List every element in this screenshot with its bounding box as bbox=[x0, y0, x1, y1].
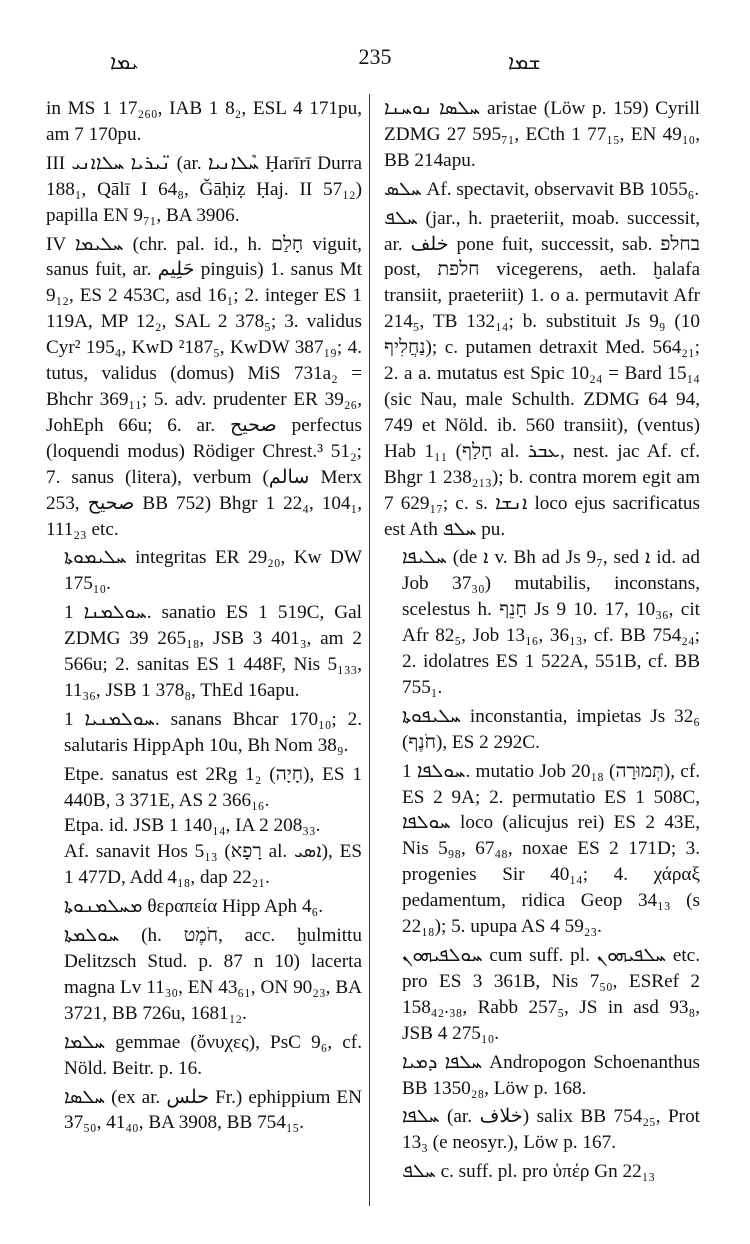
entry: ܚܘܠܦܝܗܘܢ cum suff. pl. ܚܠܦܝܗܘܢ etc. pro ES 3 361B, Nis 7₅₀, ESRef 2 158₄₂.₃₈, Rabb 257₅, JS in asd 93₈, JSB 4 275₁₀. bbox=[402, 945, 700, 1044]
entry: ܚܘܠܡܢܝܐ 1. sanans Bhcar 170₁₀; 2. salutaris HippAph 10u, Bh Nom 38₉. bbox=[64, 708, 363, 756]
entry: ܚܠܣ Af. spectavit, observavit BB 1055₆. bbox=[384, 178, 700, 200]
entry: Etpe. sanatus est 2Rg 1₂ (חָיָה), ES 1 440B, 3 371E, AS 2 366₁₆. bbox=[64, 763, 363, 811]
entry: ܚܠܣܐ ܢܘܚܢܐ aristae (Löw p. 159) Cyrill ZDMG 27 595₇₁, ECth 1 77₁₅, EN 49₁₀, BB 214apu. bbox=[384, 98, 700, 171]
entry: IV ܚܠܝܡܐ (chr. pal. id., h. חָלַם viguit, sanus fuit, ar. حَلِيم pinguis) 1. sanus Mt 9₁₂, ES 2 453C, asd 16₁; 2. integer ES 1 119A, MP 12₂, SAL 2 378₅; 3. validus Cyr² 195₄, KwD ²187₅, KwDW 387₁₉; 4. tutus, validus (domus) MiS 731a₂ = Bhchr 369₁₁; 5. adv. prudenter ER 39₂₆, JohEph 66u; 6. ar. صحيح perfectus (loquendi modus) Rödiger Chrest.³ 51₂; 7. sanus (litera), verbum (سالم Merx 253, صحيح BB 752) Bhgr 1 22₄, 104₁, 111₂₃ etc. bbox=[46, 233, 363, 540]
entry: Etpa. id. JSB 1 140₁₄, IA 2 208₃₃. bbox=[64, 815, 321, 837]
entry: in MS 1 17₂₆₀, IAB 1 8₂, ESL 4 171pu, am 7 170pu. bbox=[46, 98, 362, 145]
entry: ܚܠܦܐ (ar. خلاف) salix BB 754₂₅, Prot 13₃ (e neosyr.), Löw p. 167. bbox=[402, 1106, 700, 1154]
entry: ܚܠܦ (jar., h. praeteriit, moab. successit, ar. خلف pone fuit, successit, sab. בחלפ post, חלפת vicegerens, aeth. ḫalafa transiit, praeteriit) 1. o a. permutavit Afr 214₅, TB 132₁₄; b. substituit Js 9₉ (10 נַחֲלִיף); c. putamen detraxit Med. 564₂₁; 2. a a. mutatus est Spic 10₂₄ = Bard 15₁₄ (sic Nau, male Schulth. ZDMG 64 94, 749 et Nöld. ib. 560 transiit), (ventus) Hab 1₁₁ (חָלַף al. ܥܒܪ, nest. jac Af. cf. Bhgr 1 238₂₁₃); b. contra morem egit am 7 629₁₇; c. s. ܐܢܫܐ loco ejus sacrificatus est Ath ܚܠܦ pu. bbox=[384, 207, 700, 540]
entry: ܚܠܡܐ gemmae (ὄνυχες), PsC 9₆, cf. Nöld. Beitr. p. 16. bbox=[64, 1031, 362, 1079]
entry: ܚܠܝܦܘܬܐ inconstantia, impietas Js 32₆ (חֹנֶף), ES 2 292C. bbox=[402, 705, 700, 753]
entry: ܚܠܝܦܐ (de ܐ v. Bh ad Js 9₇, sed ܐ id. ad Job 37₃₀) mutabilis, inconstans, scelestus h. חָנֵף Js 9 10. 17, 10₃₆, cit Afr 82₅, Job 13₁₆, 36₁₃, cf. BB 754₂₄; 2. idolatres ES 1 522A, 551B, cf. BB 755₁. bbox=[402, 547, 700, 698]
column-divider bbox=[369, 94, 370, 1206]
page-number: 235 bbox=[358, 44, 392, 69]
entry: ܚܠܝܡܘܬܐ integritas ER 29₂₀, Kw DW 175₁₀. bbox=[64, 547, 362, 595]
header-left-word: ܝܡܐ bbox=[110, 50, 139, 74]
entry: ܚܠܣܐ (ex ar. حلس Fr.) ephippium EN 37₅₀, 41₄₀, BA 3908, BB 754₁₅. bbox=[64, 1086, 362, 1134]
entry: III ܢ̈ܝܪܝܐ ܚܠܐܐܢܝ (ar. ܚܶܠܐܢܝܐ Ḥarīrī Durra 188₁, Qālī I 64₈, Ǧāḥiẓ Ḥaj. II 57₁₂) papilla EN 9₇₁, BA 3906. bbox=[46, 152, 363, 226]
entry: ܡܚܠܡܢܘܬܐ θεραπεία Hipp Aph 4₆. bbox=[64, 896, 324, 918]
entry: ܚܠܦ c. suff. pl. pro ὑπέρ Gn 22₁₃ bbox=[402, 1161, 656, 1183]
header-right-word: ܫܡܐ bbox=[508, 50, 541, 74]
entry: Af. sanavit Hos 5₁₃ (רָפָא al. ܐܣܝ), ES 1 477D, Add 4₁₈, dap 22₂₁. bbox=[64, 841, 362, 889]
entry: ܚܘܠܡܬܐ (h. חֹמֶט, acc. ḫulmittu Delitzsch Stud. p. 87 n 10) lacerta magna Lv 11₃₀, EN 43₆₁, ON 90₂₃, BA 3721, BB 726u, 1681₁₂. bbox=[64, 925, 362, 1024]
left-column bbox=[46, 96, 362, 1136]
entry: ܚܠܦܐ ܕܡܝܐ Andropogon Schoenanthus BB 1350₂₈, Löw p. 168. bbox=[402, 1051, 700, 1099]
entry: ܚܘܠܦܐ 1. mutatio Job 20₁₈ (תְּמוּרָה), cf. ES 2 9A; 2. permutatio ES 1 508C, ܚܘܠܦܐ loco (alicujus rei) ES 2 43E, Nis 5₉₈, 67₄₈, noxae ES 2 171D; 3. progenies Sir 40₁₄; 4. χάραξ pedamentum, ridica Geop 34₁₃ (s 22₁₈); 5. upupa AS 4 59₂₃. bbox=[402, 760, 701, 938]
right-column bbox=[384, 96, 700, 1185]
entry: ܚܘܠܡܢܐ 1. sanatio ES 1 519C, Gal ZDMG 39 265₁₈, JSB 3 401₃, am 2 566u; 2. sanitas ES 1 448F, Nis 5₁₃₃, 11₃₆, JSB 1 378₈, ThEd 16apu. bbox=[64, 602, 362, 701]
